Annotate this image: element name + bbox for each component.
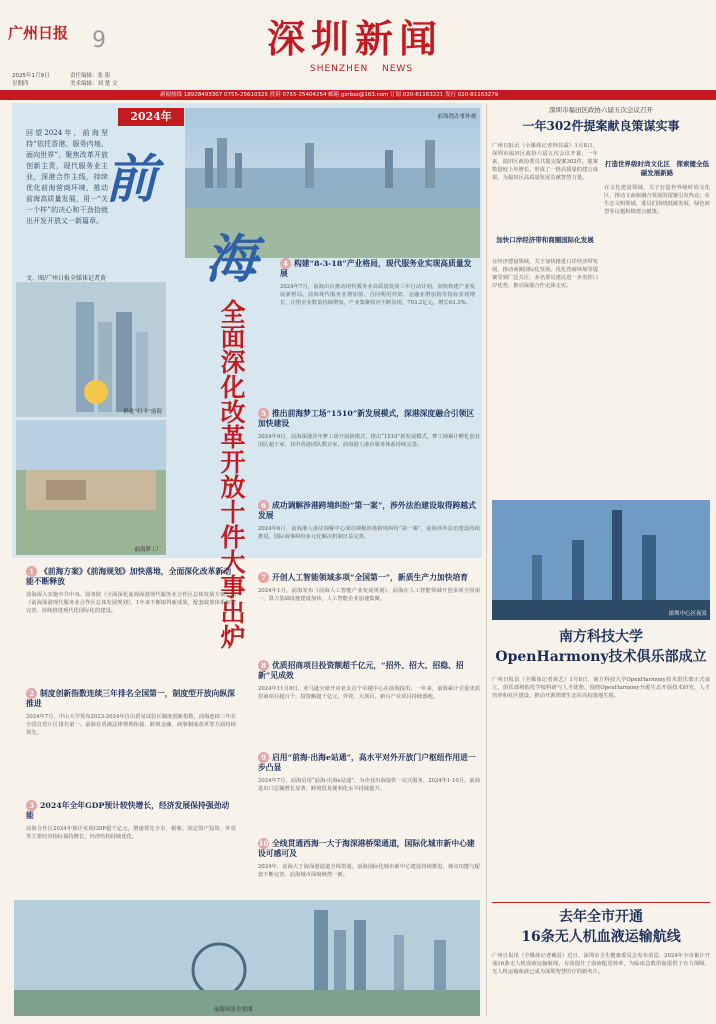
article-3-headline-1: 去年全市开通 [559,909,643,925]
item-10-head [258,838,480,859]
article-3-body: 广州日报讯（全媒体记者戴晨）近日，深圳市卫生健康委员会发布消息，2024年全市累计开通16条无人机血液运输航线，有效提升了血液配送效率，为临床急救用血提供了有力保障，无人机运输血液已成为深圳智慧医疗的新名片。 [492,953,710,975]
column-divider [486,104,487,1016]
item-3-body: 前海合作区2024年预计实现GDP超千亿元，增速领先全市，税收、固定资产投资、外贸等主要经济指标保持增长，经济结构持续优化。 [26,826,236,840]
editor-credits [70,72,118,88]
photo-caption-center: 深圳中心区夜景 [668,611,707,617]
article-1-subhead: 深圳市福田区政协六届五次会议召开 [549,106,653,114]
newspaper-logo: 广州日报 [8,24,69,42]
item-1-number: 1 [26,566,37,577]
item-5-head [258,408,480,429]
item-6-head [258,500,480,521]
towers-image [16,282,166,417]
hotline-bar: 新闻热线 18928493307 0755-25610325 投诉 0755-25404254 邮箱 gzrbsz@163.com 订阅 020-81163221 发行 020-81163279 [0,90,716,100]
photo-caption-mengchang: 前海梦工厂 [134,547,162,553]
item-3-head [26,800,236,821]
article-divider [492,902,710,903]
item-6-body: 2024年6月，前海港人港法调解中心成功调解涉港跨境纠纷“第一案”，前海涉外法治建设持续推进，国际商事纠纷多元化解决机制日益完善。 [258,526,480,540]
article-3-headline-2: 16条无人机血液运输航线 [521,929,681,945]
item-3-headline: 2024年全年GDP预计较快增长，经济发展保持强劲动能 [26,801,230,820]
item-1 [26,566,236,671]
photo-caption-nailong: 奶龙“打卡”前海 [123,409,162,415]
dateline [12,72,50,88]
feature-intro: 回望2024年，前海坚持“依托香港、服务内地、面向世界”，聚焦改革开放创新主责，现代服务业主业，深港合作主线，持续优化前海营商环境，推动前海高质量发展，用一“关一个样”的决心和干劲拾就出开发开放又一新篇章。 [26,129,108,225]
item-7-headline: 开创人工智能领域多项“全国第一”，新质生产力加快培育 [272,573,469,582]
item-7-head [258,572,480,583]
byline: 文、图/广州日报全媒体记者黄 [26,275,107,282]
item-8-body: 2024年11月8日，亚马逊全球开店亚太首个卓越中心在前海投用。一年来，前海累计引进优质招商项目超百个，投资额超千亿元，外资、大项目、新兴产业项目持续落地。 [258,686,480,700]
photo-towers [16,282,166,417]
page-number: 9 [92,28,106,53]
item-10 [258,838,480,907]
item-5-headline: 推出前海梦工场“1510”新发展模式，深港深度融合引领区加快建设 [258,409,475,428]
item-10-body: 2024年，前海大于海深港通道全线贯通，前海国际化城市新中心建设持续推进，城市功能与配套不断完善，前海城市面貌焕然一新。 [258,864,480,878]
item-8-head [258,660,480,681]
hero-caption: 前海湾办事外观 [437,114,476,120]
year-tag: 2024年 [118,108,184,126]
feature-headline: 全面深化改革开放十件大事出炉 [220,298,246,652]
article-2-headline-2: OpenHarmony技术俱乐部成立 [495,649,707,665]
item-9-number: 9 [258,752,269,763]
item-1-head [26,566,236,587]
photo-caption-panorama: 前海风景全景图 [214,1007,253,1013]
item-2 [26,688,236,793]
city-night-image [492,500,710,620]
article-2-body: 广州日报讯（全媒体记者黄艺）1月8日，南方科技大学OpenHarmony技术俱乐部正式成立，俱乐部将依托学校科研与人才优势，围绕OpenHarmony开源生态开展技术研究、人才培养和社区建设，推动开源鸿蒙生态在高校落地生根。 [492,677,710,699]
article-1-body-1: 广州日报讯（全媒体记者钟其霖）1月8日，深圳市福田区政协六届五次会议开幕，一年来，福田区政协委员共提交提案302件，提案数量较上年增长，形成了一批高质量的建言成果，为福田区高质量发展贡献智慧力量。 [492,143,598,181]
item-5-body: 2024年9月，前海深港青年梦工场开展新模式，推出“1510”新发展模式，梦工场累计孵化创业团队超千家，其中香港团队数百家，前海港人港企服务体系持续完善。 [258,434,480,448]
item-4-number: 4 [280,258,291,269]
editor-1: 责任编辑：张 影 [70,73,111,79]
photo-skyline [14,900,480,1016]
item-3 [26,800,236,889]
dreamworks-image [16,420,166,555]
item-5 [258,408,480,503]
editor-2: 美术编辑：刘 楚 文 [70,81,118,87]
masthead-title: 深圳新闻 [266,16,443,61]
item-8-number: 8 [258,660,269,671]
item-2-number: 2 [26,688,37,699]
masthead-en-2: NEWS [382,64,414,74]
item-9-head [258,752,480,773]
item-4-body: 2024年7月，前海出台推动现代服务业高质量发展三年行动计划，加快构建产业发展新格局。前海现代服务业增加值、合同利用外资、金融业增加值等指标实现增长，注册企业数量持续增加，产业集聚效应不断显现，703.2亿元，增长63.3%。 [280,284,475,306]
item-10-number: 10 [258,839,269,848]
item-4 [280,258,475,423]
article-1-midhead: 加快口岸经济带和商圈国际化发展 [496,236,594,244]
article-1-body-2: 在经济建设领域，关于加快推进口岸经济带发展、推动商圈国际化发展、优化营商环境等提案受到广泛关注，多名委员建议进一步发挥口岸优势，推动深港合作走深走实。 [492,259,598,289]
article-1-headline: 一年302件提案献良策谋实事 [522,119,680,133]
big-char-qian: 前 [105,149,158,210]
item-9-headline: 启用“前海·出海e站通”，高水平对外开放门户枢纽作用进一步凸显 [258,753,476,772]
article-1-midhead-2: 打造世界级时尚文化区 探索健全低碳发展新路 [605,160,709,177]
item-6-headline: 成功调解涉港跨境纠纷“第一案”，涉外法治建设取得跨越式发展 [258,501,476,520]
item-10-headline: 全线贯通西海一大于海深港桥梁通道，国际化城市新中心建设可感可及 [258,839,475,858]
item-9-body: 2024年7月，前海启用“前海·出海e站通”，为企业出海提供一站式服务，2024年1-10月，前海进出口总额增长显著，跨境贸易便利化水平持续提升。 [258,778,480,792]
article-2-headline-1: 南方科技大学 [559,629,643,645]
photo-city-night [492,500,710,620]
item-7-number: 7 [258,572,269,583]
item-2-head [26,688,236,709]
photo-dreamworks [16,420,166,555]
item-7-body: 2024年1月，前海发布《前海人工智能产业发展规划》，前海在人工智能领域开创多项全国第一，算力基础设施建设加快，人工智能企业加速集聚。 [258,588,480,602]
item-2-body: 2024年7月，中山大学发布2023-2024年自由贸易试验区制度创新指数，前海连续三年在全国自贸片区排名第一。前海在香港法律规则衔接、跨境金融、商事制度改革等方面持续领先。 [26,714,236,736]
item-1-body: 前海深入实施中共中央、国务院《全面深化前海深港现代服务业合作区总体发展方案》和《前海深港现代服务业合作区总体发展规划》，1年来不断取得新成果，配套政策体系加快完善，持续推进现代化国际化的建设。 [26,592,236,614]
item-4-head [280,258,475,279]
item-7 [258,572,480,651]
date: 2025年1月9日 [12,73,50,79]
item-6 [258,500,480,573]
article-1-body-3: 在文化建设领域，关于打造世界级时尚文化区、推动文商旅融合发展的提案引发热议；在生态文明领域，委员们围绕低碳发展、绿色转型等议题积极建言献策。 [604,185,710,215]
item-3-number: 3 [26,800,37,811]
item-6-number: 6 [258,500,269,511]
item-2-headline: 制度创新指数连续三年排名全国第一，制度型开放向纵深推进 [26,689,235,708]
skyline-image [14,900,480,1016]
item-4-headline: 构建“8-3-18”产业格局，现代服务业实现高质量发展 [280,259,472,278]
big-char-hai: 海 [205,229,258,290]
item-1-headline: 《前海方案》《前海规划》加快落地，全面深化改革新动能不断释放 [26,567,232,586]
item-5-number: 5 [258,408,269,419]
item-8 [258,660,480,749]
weekday: 星期四 [12,81,29,87]
item-9 [258,752,480,833]
item-8-headline: 优质招商项目投资额超千亿元，“招外、招大、招稳、招新”见成效 [258,661,464,680]
masthead-en-1: SHENZHEN [310,64,369,74]
